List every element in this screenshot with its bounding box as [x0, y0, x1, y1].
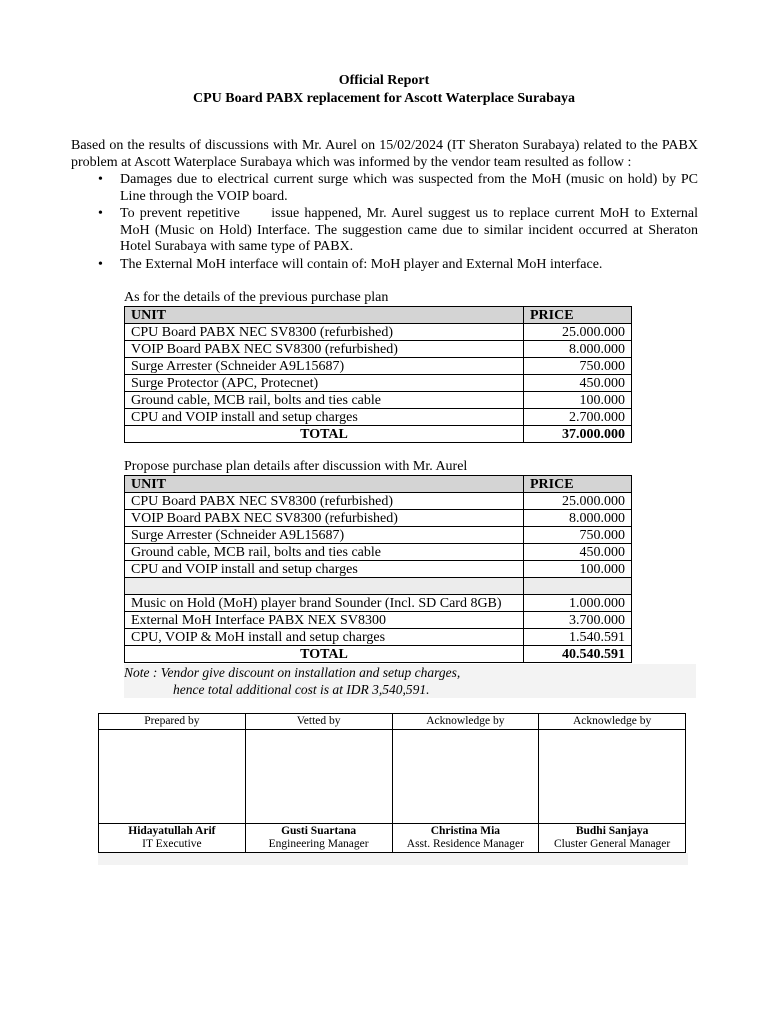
table-row: CPU Board PABX NEC SV8300 (refurbished) 25.000.000 [125, 324, 632, 341]
previous-plan-caption: As for the details of the previous purchase plan [124, 290, 389, 305]
signatory-name: Budhi Sanjaya [575, 825, 649, 837]
table-header [125, 307, 632, 324]
signature-headings: Prepared by Vetted by Acknowledge by Acknowledge by [99, 714, 686, 730]
note-line-1: Note : Vendor give discount on installation and setup charges, [124, 665, 461, 680]
table-row: Surge Arrester (Schneider A9L15687) 750.000 [125, 527, 632, 544]
proposed-plan-table [124, 475, 632, 663]
note-line-2: hence total additional cost is at IDR 3,540,591. [173, 682, 430, 697]
signatory-role: Asst. Residence Manager [406, 838, 524, 850]
table-row: VOIP Board PABX NEC SV8300 (refurbished) 8.000.000 [125, 341, 632, 358]
signature-space [99, 730, 686, 824]
table-row: Surge Protector (APC, Protecnet) 450.000 [125, 375, 632, 392]
table-row: CPU Board PABX NEC SV8300 (refurbished) 25.000.000 [125, 493, 632, 510]
signatory-name: Gusti Suartana [281, 825, 357, 837]
signature-shade [98, 853, 688, 865]
bullet-icon: • [98, 256, 103, 272]
total-row: TOTAL 37.000.000 [125, 426, 632, 443]
table-row: Music on Hold (MoH) player brand Sounder (Incl. SD Card 8GB) 1.000.000 [125, 595, 632, 612]
price-header: PRICE [524, 307, 632, 324]
signatory-role: Engineering Manager [268, 838, 369, 850]
previous-plan-table [124, 306, 632, 443]
bullet-icon: • [98, 172, 103, 187]
report-subtitle: CPU Board PABX replacement for Ascott Waterplace Surabaya [193, 91, 575, 106]
table-row: Ground cable, MCB rail, bolts and ties cable 450.000 [125, 544, 632, 561]
signature-table [98, 713, 686, 853]
list-item: • Damages due to electrical current surge which was suspected from the MoH (music on hold) by PC Line through the VOIP board. [98, 172, 698, 204]
table-row: Surge Arrester (Schneider A9L15687) 750.000 [125, 358, 632, 375]
table-row: CPU, VOIP & MoH install and setup charges 1.540.591 [125, 629, 632, 646]
signatory-role: IT Executive [142, 838, 202, 850]
table-header [125, 476, 632, 493]
report-title: Official Report [338, 73, 430, 88]
table-row: CPU and VOIP install and setup charges 100.000 [125, 561, 632, 578]
signatory-name: Christina Mia [430, 825, 501, 837]
intro-paragraph: Based on the results of discussions with Mr. Aurel on 15/02/2024 (IT Sheraton Surabaya) related to the PABX problem at Ascott Waterplace Surabaya which was informed by the vendor team resulted as follow : [71, 138, 698, 170]
unit-header: UNIT [125, 307, 524, 324]
table-row: VOIP Board PABX NEC SV8300 (refurbished) 8.000.000 [125, 510, 632, 527]
signatory-role: Cluster General Manager [554, 838, 671, 850]
total-row: TOTAL 40.540.591 [125, 646, 632, 663]
proposed-plan-caption: Propose purchase plan details after discussion with Mr. Aurel [124, 459, 468, 474]
spacer-row [125, 578, 632, 595]
unit-header: UNIT [125, 476, 524, 493]
bullet-icon: • [98, 206, 103, 221]
signatory-name: Hidayatullah Arif [128, 825, 216, 837]
list-item: • The External MoH interface will contain of: MoH player and External MoH interface. [98, 256, 603, 272]
findings-list [71, 172, 702, 274]
table-row: CPU and VOIP install and setup charges 2.700.000 [125, 409, 632, 426]
discount-note [124, 664, 696, 698]
table-row: External MoH Interface PABX NEX SV8300 3.700.000 [125, 612, 632, 629]
price-header: PRICE [524, 476, 632, 493]
table-row: Ground cable, MCB rail, bolts and ties cable 100.000 [125, 392, 632, 409]
list-item: • To prevent repetitive issue happened, Mr. Aurel suggest us to replace current MoH to External MoH (Music on Hold) Interface. The suggestion came due to similar incident occurred at Sheraton Hotel Surabaya with same type of PABX. [98, 206, 702, 254]
signatory-names [99, 824, 686, 853]
